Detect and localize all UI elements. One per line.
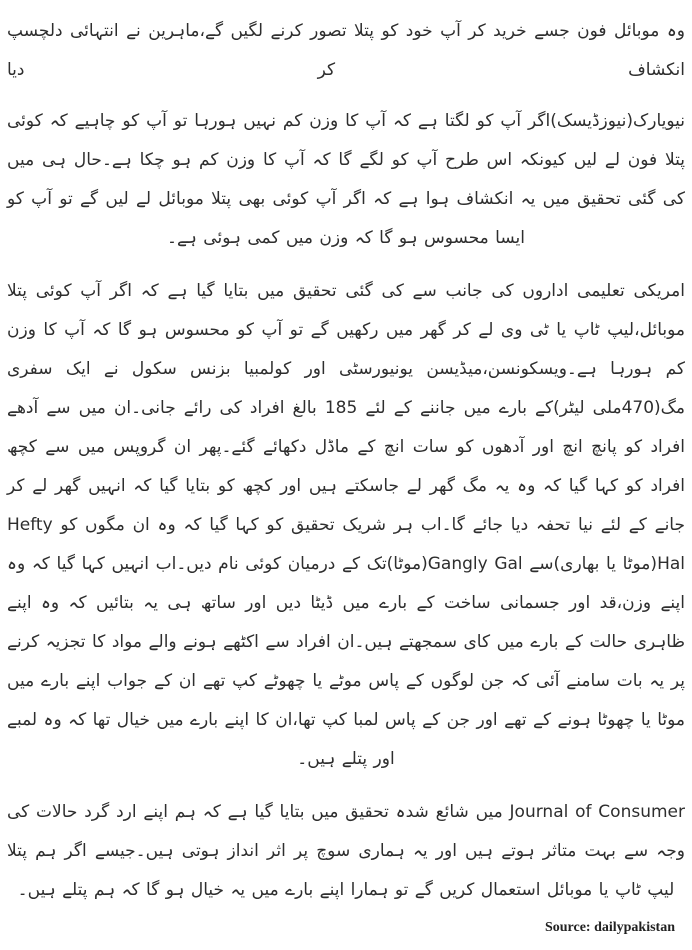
article-headline: وہ موبائل فون جسے خرید کر آپ خود کو پتلا تصور کرنے لگیں گے،ماہرین نے انتہائی دلچسپ انکشاف کر دیا [7, 21, 685, 80]
article-paragraph: امریکی تعلیمی اداروں کی جانب سے کی گئی تحقیق میں بتایا گیا ہے کہ اگر آپ کوئی پتلا موبائل،لیپ ٹاپ یا ٹی وی لے کر گھر میں رکھیں گے تو آپ کو محسوس ہو گا کہ آپ کا وزن کم ہورہا ہے۔ویسکونسن،میڈیسن یونیورسٹی اور کولمبیا بزنس سکول نے ایک سفری مگ(470ملی لیٹر)کے بارے میں جاننے کے لئے 185 بالغ افراد کی رائے جانی۔ان میں سے آدھے افراد کو پانچ انچ اور آدھوں کو سات انچ کے ماڈل دکھائے گئے۔پھر ان گروپس میں سے کچھ افراد کو کہا گیا کہ وہ یہ مگ گھر لے جاسکتے ہیں اور کچھ کو بتایا گیا کہ انہیں گھر لے کر جانے کے لئے نیا تحفہ دیا جائے گا۔اب ہر شریک تحقیق کو کہا گیا کہ وہ ان مگوں کو Hefty Hal(موٹا یا بھاری)سے Gangly Gal(موٹا)تک کے درمیان کوئی نام دیں۔اب انہیں کہا گیا کہ وہ اپنے وزن،قد اور جسمانی ساخت کے بارے میں ڈیٹا دیں اور ساتھ ہی یہ بتائیں کہ وہ اپنے ظاہری حالت کے بارے میں کای سمجھتے ہیں۔ان افراد سے اکٹھے ہونے والے مواد کا تجزیہ کرنے پر یہ بات سامنے آئی کہ جن لوگوں کے پاس موٹے یا چھوٹے کپ تھے ان کے جواب اپنے بارے میں موٹا یا چھوٹا ہونے کے تھے اور جن کے پاس لمبا کپ تھا،ان کا اپنے بارے میں خیال تھا کہ وہ لمبے اور پتلے ہیں۔ [7, 281, 685, 769]
article-paragraph: Journal of Consumer میں شائع شدہ تحقیق میں بتایا گیا ہے کہ ہم اپنے ارد گرد حالات کی وجہ سے بہت متاثر ہوتے ہیں اور یہ ہماری سوچ پر اثر انداز ہوتی ہیں۔جیسے اگر ہم پتلا لیپ ٹاپ یا موبائل استعمال کریں گے تو ہمارا اپنے بارے میں یہ خیال ہو گا کہ ہم پتلے ہیں۔ [7, 802, 685, 900]
article-body [7, 102, 685, 910]
article-paragraph: نیویارک(نیوزڈیسک)اگر آپ کو لگتا ہے کہ آپ کا وزن کم نہیں ہورہا تو آپ کو چاہیے کہ کوئی پتلا فون لے لیں کیونکہ اس طرح آپ کو لگے گا کہ آپ کا وزن کم ہو چکا ہے۔حال ہی میں کی گئی تحقیق میں یہ انکشاف ہوا ہے کہ اگر آپ کوئی بھی پتلا موبائل لے لیں گے تو آپ کو ایسا محسوس ہو گا کہ وزن میں کمی ہوئی ہے۔ [7, 111, 685, 248]
source-credit: Source: dailypakistan [544, 920, 675, 935]
